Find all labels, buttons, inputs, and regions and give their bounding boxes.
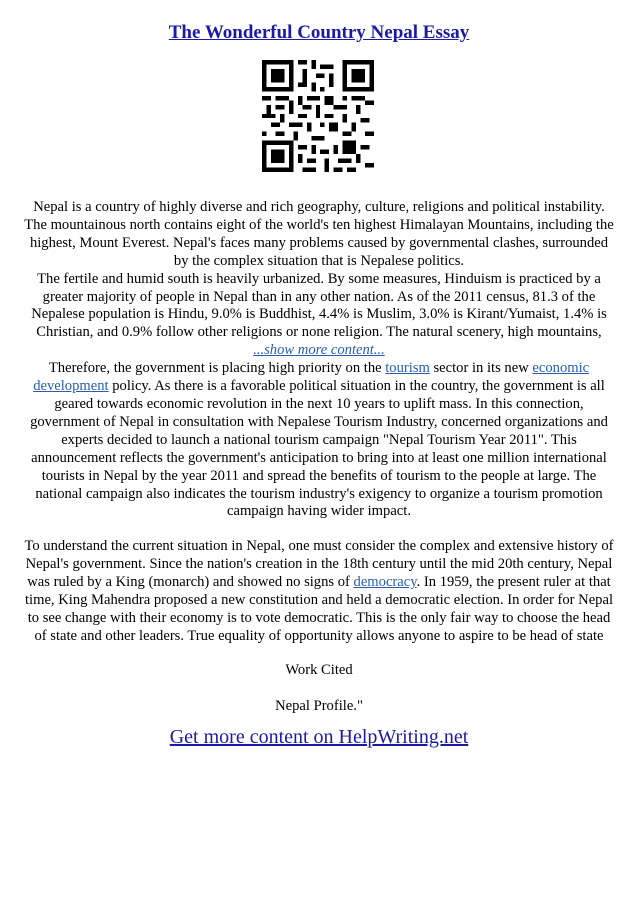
essay-body [22, 199, 616, 716]
get-more-content-link[interactable]: Get more content on HelpWriting.net [169, 726, 469, 748]
paragraph-tourism: Therefore, the government is placing high priority on the tourism sector in its new economic development policy. As there is a favorable political situation in the country, the government is all geared towards economic revolution in the next 10 years to uplift mass. In this connection, government of Nepal in consultation with Nepalese Tourism Industry, concerned organizations and experts decided to launch a national tourism campaign "Nepal Tourism Year 2011". This announcement reflects the government's anticipation to bring into at least one million international tourists in Nepal by the year 2011 and spread the benefits of tourism to the people at large. The national campaign also indicates the tourism industry's exigency to organize a tourism promotion campaign having wider impact. [30, 360, 608, 520]
paragraph-intro: Nepal is a country of highly diverse and rich geography, culture, religions and political instability. The mountainous north contains eight of the world's ten highest Himalayan Mountains, including the highest, Mount Everest. Nepal's faces many problems caused by governmental clashes, surrounded by the complex situation that is Nepalese politics. [24, 199, 614, 269]
qr-code-icon [262, 60, 374, 172]
paragraph-history: To understand the current situation in Nepal, one must consider the complex and extensive history of Nepal's government. Since the nation's creation in the 18th century until the mid 20th century, Nepal was ruled by a King (monarch) and showed no signs of democracy. In 1959, the present ruler at that time, King Mahendra proposed a new constitution and held a democratic election. In order for Nepal to see change with their economy is to vote democratic. This is the only fair way to choose the head of state and other leaders. True equality of opportunity allows anyone to aspire to be head of state [24, 538, 614, 644]
tourism-link[interactable]: tourism [385, 360, 430, 377]
show-more-link[interactable]: ...show more content... [253, 342, 385, 359]
democracy-link[interactable]: democracy [353, 574, 417, 591]
economic-development-link[interactable]: economic development [33, 360, 590, 395]
paragraph-religion: The fertile and humid south is heavily urbanized. By some measures, Hinduism is practiced by a greater majority of people in Nepal than in any other nation. As of the 2011 census, 81.3 of the Nepalese population is Hindu, 9.0% is Buddhist, 4.4% is Muslim, 3.0% is Kirant/Yumaist, 1.4% is Christian, and 0.9% follow other religions or none religion. The natural scenery, high mountains, [31, 270, 607, 341]
work-cited-heading: Work Cited [285, 661, 353, 678]
citation-text: Nepal Profile." [275, 697, 363, 714]
page-title[interactable]: The Wonderful Country Nepal Essay [168, 22, 470, 43]
